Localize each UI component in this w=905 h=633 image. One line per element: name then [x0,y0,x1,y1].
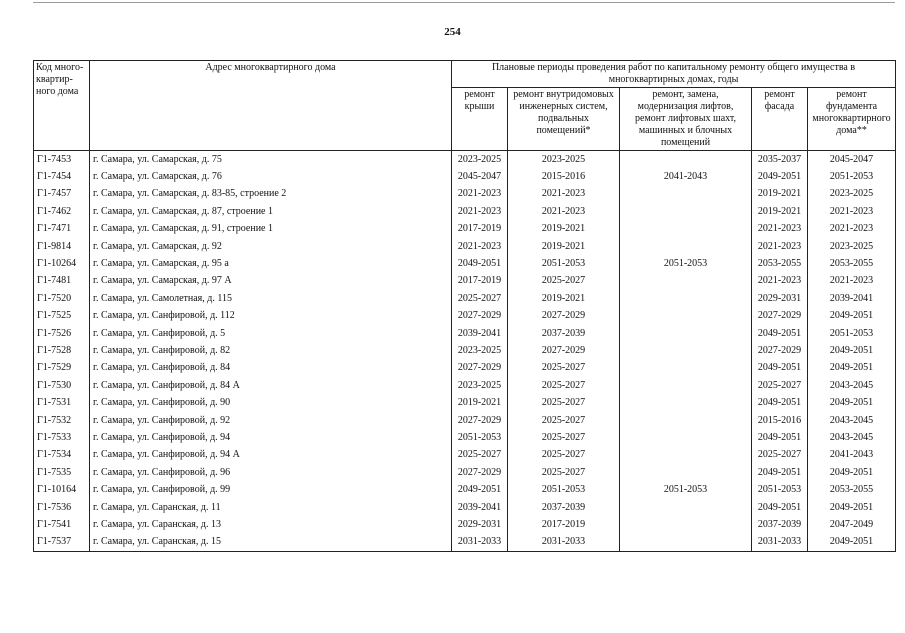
cell-systems: 2019-2021 [508,290,620,307]
cell-roof: 2023-2025 [452,342,508,359]
cell-code: Г1-7481 [34,273,90,290]
table-row [34,273,896,290]
cell-lifts: 2051-2053 [620,255,752,272]
cell-lifts [620,394,752,411]
cell-address: г. Самара, ул. Саранская, д. 15 [90,534,452,552]
table-row [34,377,896,394]
cell-address: г. Самара, ул. Санфировой, д. 92 [90,412,452,429]
cell-address: г. Самара, ул. Самарская, д. 76 [90,168,452,185]
cell-foundation: 2021-2023 [808,203,896,220]
header-roof: ремонт крыши [452,88,508,151]
top-rule [33,2,895,3]
cell-code: Г1-7526 [34,325,90,342]
cell-foundation: 2053-2055 [808,481,896,498]
cell-code: Г1-7525 [34,308,90,325]
capital-repair-table [33,60,896,552]
cell-lifts [620,412,752,429]
cell-address: г. Самара, ул. Саранская, д. 11 [90,499,452,516]
table-row [34,186,896,203]
cell-lifts [620,325,752,342]
cell-lifts: 2051-2053 [620,481,752,498]
cell-foundation: 2045-2047 [808,151,896,169]
cell-address: г. Самара, ул. Санфировой, д. 94 [90,429,452,446]
cell-systems: 2025-2027 [508,394,620,411]
cell-systems: 2027-2029 [508,308,620,325]
cell-facade: 2049-2051 [752,464,808,481]
cell-lifts: 2041-2043 [620,168,752,185]
cell-systems: 2037-2039 [508,325,620,342]
cell-facade: 2021-2023 [752,273,808,290]
cell-code: Г1-7533 [34,429,90,446]
table-row [34,516,896,533]
cell-roof: 2025-2027 [452,447,508,464]
cell-address: г. Самара, ул. Санфировой, д. 94 А [90,447,452,464]
header-code: Код много-квартир-ного дома [34,61,90,151]
cell-address: г. Самара, ул. Самарская, д. 92 [90,238,452,255]
header-periods: Плановые периоды проведения работ по капитальному ремонту общего имущества в многоквартирных домах, годы [452,61,896,88]
table-row [34,255,896,272]
table-row [34,151,896,169]
table-row [34,534,896,552]
cell-roof: 2025-2027 [452,290,508,307]
cell-foundation: 2039-2041 [808,290,896,307]
cell-roof: 2027-2029 [452,464,508,481]
header-address: Адрес многоквартирного дома [90,61,452,151]
cell-foundation: 2041-2043 [808,447,896,464]
cell-systems: 2021-2023 [508,203,620,220]
cell-address: г. Самара, ул. Санфировой, д. 112 [90,308,452,325]
cell-roof: 2029-2031 [452,516,508,533]
cell-foundation: 2047-2049 [808,516,896,533]
cell-facade: 2049-2051 [752,325,808,342]
cell-facade: 2025-2027 [752,447,808,464]
cell-code: Г1-7530 [34,377,90,394]
cell-roof: 2031-2033 [452,534,508,552]
cell-lifts [620,377,752,394]
cell-facade: 2037-2039 [752,516,808,533]
cell-code: Г1-10264 [34,255,90,272]
cell-foundation: 2049-2051 [808,534,896,552]
cell-address: г. Самара, ул. Самолетная, д. 115 [90,290,452,307]
cell-facade: 2019-2021 [752,203,808,220]
cell-address: г. Самара, ул. Самарская, д. 75 [90,151,452,169]
cell-roof: 2017-2019 [452,273,508,290]
cell-roof: 2017-2019 [452,221,508,238]
cell-facade: 2025-2027 [752,377,808,394]
cell-roof: 2021-2023 [452,203,508,220]
cell-lifts [620,534,752,552]
cell-lifts [620,186,752,203]
table-row [34,203,896,220]
cell-systems: 2051-2053 [508,255,620,272]
cell-lifts [620,238,752,255]
cell-address: г. Самара, ул. Самарская, д. 87, строение 1 [90,203,452,220]
cell-foundation: 2023-2025 [808,186,896,203]
cell-code: Г1-9814 [34,238,90,255]
cell-roof: 2039-2041 [452,325,508,342]
cell-facade: 2027-2029 [752,342,808,359]
table-row [34,342,896,359]
cell-systems: 2027-2029 [508,342,620,359]
cell-code: Г1-7457 [34,186,90,203]
table-row [34,394,896,411]
header-facade: ремонт фасада [752,88,808,151]
cell-roof: 2045-2047 [452,168,508,185]
cell-code: Г1-7462 [34,203,90,220]
header-foundation: ремонт фундамента многоквартирного дома** [808,88,896,151]
cell-systems: 2021-2023 [508,186,620,203]
cell-systems: 2017-2019 [508,516,620,533]
cell-facade: 2049-2051 [752,168,808,185]
table-row [34,360,896,377]
cell-address: г. Самара, ул. Санфировой, д. 84 [90,360,452,377]
cell-facade: 2049-2051 [752,429,808,446]
cell-systems: 2025-2027 [508,447,620,464]
cell-address: г. Самара, ул. Самарская, д. 97 А [90,273,452,290]
cell-foundation: 2049-2051 [808,360,896,377]
page-number: 254 [444,26,461,38]
cell-facade: 2021-2023 [752,221,808,238]
header-lifts: ремонт, замена, модернизация лифтов, ремонт лифтовых шахт, машинных и блочных помещений [620,88,752,151]
cell-facade: 2053-2055 [752,255,808,272]
cell-foundation: 2049-2051 [808,499,896,516]
cell-address: г. Самара, ул. Санфировой, д. 96 [90,464,452,481]
cell-systems: 2019-2021 [508,238,620,255]
cell-foundation: 2049-2051 [808,464,896,481]
cell-foundation: 2051-2053 [808,325,896,342]
cell-systems: 2015-2016 [508,168,620,185]
cell-facade: 2049-2051 [752,499,808,516]
cell-roof: 2027-2029 [452,412,508,429]
cell-facade: 2049-2051 [752,360,808,377]
table-row [34,464,896,481]
cell-roof: 2027-2029 [452,308,508,325]
cell-systems: 2025-2027 [508,273,620,290]
cell-lifts [620,429,752,446]
cell-foundation: 2023-2025 [808,238,896,255]
table-row [34,499,896,516]
cell-code: Г1-7454 [34,168,90,185]
cell-systems: 2051-2053 [508,481,620,498]
cell-facade: 2019-2021 [752,186,808,203]
cell-systems: 2037-2039 [508,499,620,516]
cell-foundation: 2021-2023 [808,221,896,238]
cell-systems: 2031-2033 [508,534,620,552]
cell-lifts [620,464,752,481]
cell-code: Г1-7535 [34,464,90,481]
table-row [34,481,896,498]
cell-roof: 2049-2051 [452,255,508,272]
table-row [34,429,896,446]
cell-code: Г1-7532 [34,412,90,429]
cell-address: г. Самара, ул. Санфировой, д. 82 [90,342,452,359]
cell-lifts [620,308,752,325]
cell-facade: 2021-2023 [752,238,808,255]
cell-code: Г1-7528 [34,342,90,359]
cell-roof: 2023-2025 [452,151,508,169]
cell-facade: 2051-2053 [752,481,808,498]
cell-foundation: 2043-2045 [808,377,896,394]
cell-roof: 2021-2023 [452,186,508,203]
cell-facade: 2015-2016 [752,412,808,429]
cell-lifts [620,151,752,169]
cell-roof: 2051-2053 [452,429,508,446]
cell-address: г. Самара, ул. Санфировой, д. 90 [90,394,452,411]
cell-roof: 2019-2021 [452,394,508,411]
cell-address: г. Самара, ул. Санфировой, д. 5 [90,325,452,342]
cell-code: Г1-7453 [34,151,90,169]
cell-roof: 2023-2025 [452,377,508,394]
cell-lifts [620,499,752,516]
cell-facade: 2035-2037 [752,151,808,169]
cell-lifts [620,290,752,307]
cell-lifts [620,221,752,238]
cell-lifts [620,342,752,359]
cell-address: г. Самара, ул. Санфировой, д. 99 [90,481,452,498]
cell-facade: 2029-2031 [752,290,808,307]
cell-code: Г1-7529 [34,360,90,377]
cell-lifts [620,203,752,220]
cell-systems: 2025-2027 [508,360,620,377]
header-systems: ремонт внутридомовых инженерных систем, подвальных помещений* [508,88,620,151]
cell-systems: 2025-2027 [508,412,620,429]
cell-code: Г1-7471 [34,221,90,238]
cell-lifts [620,360,752,377]
cell-lifts [620,447,752,464]
cell-facade: 2031-2033 [752,534,808,552]
cell-foundation: 2049-2051 [808,394,896,411]
cell-systems: 2025-2027 [508,429,620,446]
cell-roof: 2021-2023 [452,238,508,255]
cell-code: Г1-7536 [34,499,90,516]
cell-code: Г1-10164 [34,481,90,498]
table-row [34,412,896,429]
cell-facade: 2027-2029 [752,308,808,325]
cell-systems: 2025-2027 [508,464,620,481]
table-row [34,447,896,464]
cell-code: Г1-7520 [34,290,90,307]
cell-foundation: 2043-2045 [808,412,896,429]
cell-code: Г1-7537 [34,534,90,552]
cell-facade: 2049-2051 [752,394,808,411]
cell-address: г. Самара, ул. Санфировой, д. 84 А [90,377,452,394]
cell-foundation: 2021-2023 [808,273,896,290]
cell-systems: 2023-2025 [508,151,620,169]
cell-address: г. Самара, ул. Саранская, д. 13 [90,516,452,533]
cell-foundation: 2049-2051 [808,308,896,325]
cell-address: г. Самара, ул. Самарская, д. 91, строение 1 [90,221,452,238]
cell-roof: 2039-2041 [452,499,508,516]
cell-roof: 2049-2051 [452,481,508,498]
table-row [34,325,896,342]
cell-address: г. Самара, ул. Самарская, д. 83-85, строение 2 [90,186,452,203]
cell-lifts [620,273,752,290]
cell-foundation: 2051-2053 [808,168,896,185]
cell-code: Г1-7541 [34,516,90,533]
cell-systems: 2019-2021 [508,221,620,238]
cell-code: Г1-7534 [34,447,90,464]
cell-code: Г1-7531 [34,394,90,411]
table-row [34,308,896,325]
table-row [34,290,896,307]
table-row [34,221,896,238]
cell-foundation: 2053-2055 [808,255,896,272]
table-row [34,238,896,255]
cell-foundation: 2049-2051 [808,342,896,359]
table-row [34,168,896,185]
cell-roof: 2027-2029 [452,360,508,377]
cell-systems: 2025-2027 [508,377,620,394]
cell-foundation: 2043-2045 [808,429,896,446]
cell-address: г. Самара, ул. Самарская, д. 95 а [90,255,452,272]
cell-lifts [620,516,752,533]
table-body [34,151,896,552]
